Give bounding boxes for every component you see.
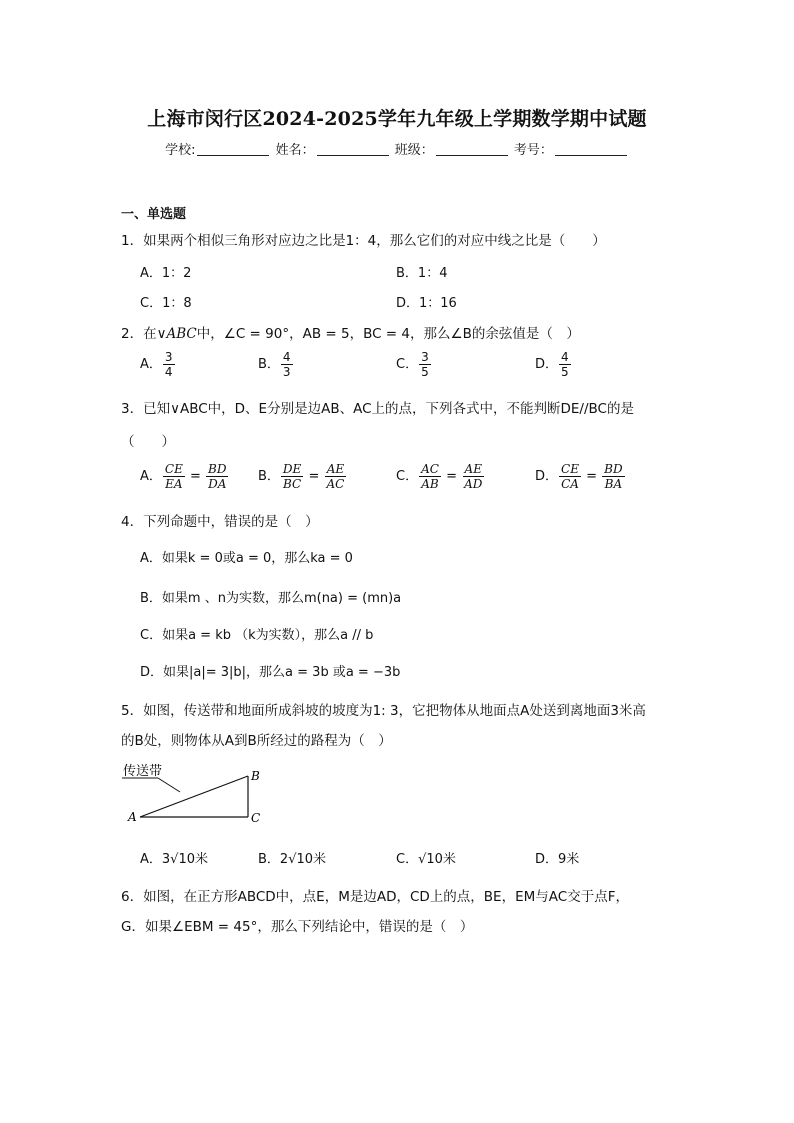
q4-option-a[interactable]: A．如果k = 0或a = 0，那么ka = 0 xyxy=(140,551,353,566)
belt-leader-line xyxy=(158,778,180,792)
q2-option-b[interactable]: B． $\frac{4}{3}$ xyxy=(258,350,291,379)
class-blank[interactable] xyxy=(436,143,508,156)
q1-option-b[interactable]: B．1：4 xyxy=(396,266,448,281)
school-label: 学校: xyxy=(165,143,196,158)
q5-option-d[interactable]: D．9米 xyxy=(535,852,580,867)
question-5-stem-cont: 的B处，则物体从A到B所经过的路程为（ ） xyxy=(121,733,392,749)
conveyor-slope-line xyxy=(140,776,248,817)
point-b-label: B xyxy=(251,769,260,783)
school-blank[interactable] xyxy=(197,143,269,156)
q4-option-d[interactable]: D．如果|a|= 3|b|，那么a = 3b 或a = −3b xyxy=(140,665,401,680)
q3-option-a[interactable]: A． $\frac{CE}{EA}$ = $\frac{BD}{DA}$ xyxy=(140,462,227,491)
question-1-stem: 1．如果两个相似三角形对应边之比是1：4，那么它们的对应中线之比是（ ） xyxy=(121,233,606,249)
belt-label: 传送带 xyxy=(123,764,163,779)
class-label: 班级： xyxy=(394,143,434,158)
question-3-stem-cont: （ ） xyxy=(121,434,175,450)
q5-option-b[interactable]: B．2√10米 xyxy=(258,852,327,867)
q2-option-a[interactable]: A． $\frac{3}{4}$ xyxy=(140,350,173,379)
q1-option-d[interactable]: D．1：16 xyxy=(396,296,457,311)
q1-option-a[interactable]: A．1：2 xyxy=(140,266,192,281)
name-blank[interactable] xyxy=(317,143,389,156)
q3-option-d[interactable]: D． $\frac{CE}{CA}$ = $\frac{BD}{BA}$ xyxy=(535,462,623,491)
q3-option-c[interactable]: C． $\frac{AC}{AB}$ = $\frac{AE}{AD}$ xyxy=(396,462,483,491)
q5-option-c[interactable]: C．√10米 xyxy=(396,852,456,867)
q3-option-b[interactable]: B． $\frac{DE}{BC}$ = $\frac{AE}{AC}$ xyxy=(258,462,345,491)
section-heading: 一、单选题 xyxy=(121,207,187,222)
exam-number-label: 考号： xyxy=(513,143,553,158)
question-6-stem: 6．如图，在正方形ABCD中，点E，M是边AD，CD上的点，BE，EM与AC交于点F， xyxy=(121,889,629,905)
q2-option-c[interactable]: C． $\frac{3}{5}$ xyxy=(396,350,429,379)
q5-option-a[interactable]: A．3√10米 xyxy=(140,852,208,867)
question-4-stem: 4．下列命题中，错误的是（ ） xyxy=(121,514,319,530)
page-title: 上海市闵行区2024-2025学年九年级上学期数学期中试题 xyxy=(147,108,647,130)
q2-option-d[interactable]: D． $\frac{4}{5}$ xyxy=(535,350,569,379)
q1-option-c[interactable]: C．1：8 xyxy=(140,296,192,311)
question-5-stem: 5．如图，传送带和地面所成斜坡的坡度为1: 3，它把物体从地面点A处送到离地面3米高 xyxy=(121,703,646,719)
q4-option-b[interactable]: B．如果m 、n为实数，那么m(na) = (mn)a xyxy=(140,591,402,606)
conveyor-figure xyxy=(120,760,280,832)
exam-number-blank[interactable] xyxy=(555,143,627,156)
student-info-line xyxy=(0,139,794,158)
question-3-stem: 3．已知∨ABC中，D、E分别是边AB、AC上的点，下列各式中，不能判断DE//BC的是 xyxy=(121,401,634,417)
point-a-label: A xyxy=(128,810,137,824)
name-label: 姓名： xyxy=(275,143,315,158)
q4-option-c[interactable]: C．如果a = kb （k为实数），那么a // b xyxy=(140,628,374,643)
question-6-stem-cont: G．如果∠EBM = 45°，那么下列结论中，错误的是（ ） xyxy=(121,919,474,935)
point-c-label: C xyxy=(251,811,261,825)
question-2-stem: 2．在∨ABC中，∠C = 90°，AB = 5，BC = 4，那么∠B的余弦值是（ ） xyxy=(121,326,580,342)
